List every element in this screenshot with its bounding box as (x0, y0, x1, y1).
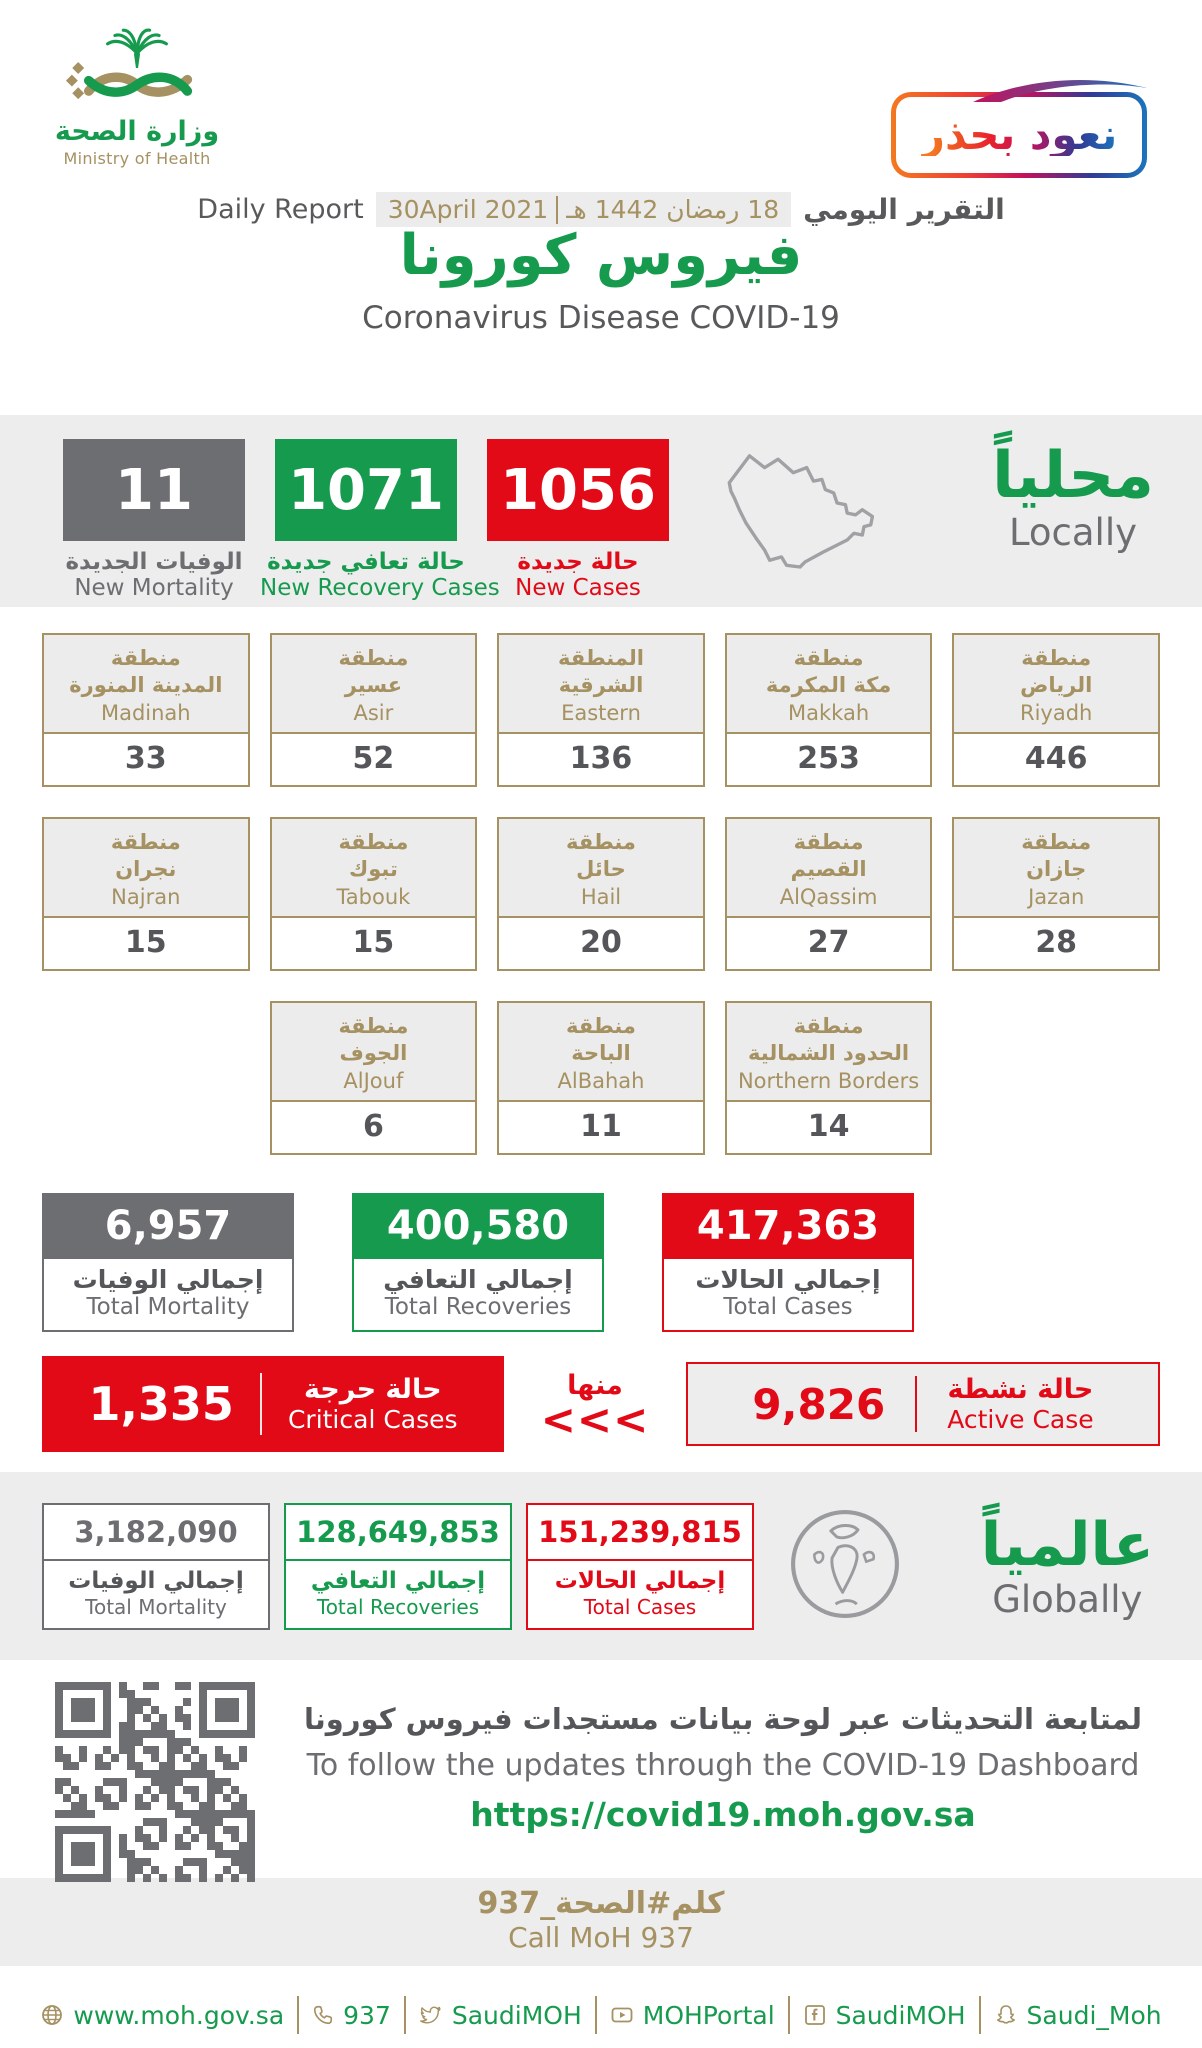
footer-phone-text: 937 (343, 2000, 391, 2030)
footer-social-bar (0, 1966, 1202, 2034)
total-mortality-label-en: Total Mortality (86, 1294, 250, 1320)
region-card-asir (270, 633, 478, 787)
total-mortality-box (42, 1193, 294, 1332)
region-card-eastern (497, 633, 705, 787)
locally-heading (992, 439, 1154, 554)
total-recoveries-box (352, 1193, 604, 1332)
footer-website[interactable] (27, 2001, 297, 2030)
region-card-tabouk (270, 817, 478, 971)
region-name-ar: جازان (1026, 857, 1087, 882)
region-value: 33 (124, 741, 167, 776)
region-name-ar: حائل (576, 857, 626, 882)
new-cases-label-ar: حالة جديدة (517, 549, 639, 575)
youtube-icon (610, 2003, 634, 2027)
region-card-makkah (725, 633, 933, 787)
page-title-english: Coronavirus Disease COVID-19 (362, 300, 840, 336)
globe-icon (786, 1505, 904, 1627)
critical-cases-label-en: Critical Cases (287, 1405, 458, 1434)
chevrons-left-icon: <<< (540, 1394, 650, 1444)
region-prefix: منطقة (1021, 646, 1092, 670)
region-name-en: Riyadh (1020, 700, 1093, 725)
global-cases-label-ar: إجمالي الحالات (554, 1567, 726, 1594)
region-name-ar: القصيم (790, 857, 867, 882)
region-card-northern-borders (725, 1001, 933, 1155)
date-hijri: 18 رمضان 1442 هـ (566, 195, 780, 224)
active-cases-label-ar: حالة نشطة (947, 1374, 1094, 1405)
region-name-en: Madinah (100, 700, 191, 725)
region-prefix: منطقة (338, 830, 409, 854)
region-value: 15 (352, 925, 395, 960)
region-value: 52 (352, 741, 395, 776)
moh-logo-icon (62, 26, 212, 110)
header (0, 0, 1202, 415)
total-recoveries-label-en: Total Recoveries (384, 1294, 572, 1320)
region-value: 11 (580, 1109, 622, 1144)
region-value: 253 (797, 741, 860, 776)
footer-youtube[interactable] (597, 2001, 788, 2030)
region-name-en: Asir (353, 700, 394, 725)
region-value: 14 (807, 1109, 850, 1144)
region-card-aljouf (270, 1001, 478, 1155)
new-recoveries-label-ar: حالة تعافي جديدة (267, 549, 465, 575)
report-date-chip (376, 192, 791, 227)
locally-stats-band (0, 415, 1202, 607)
region-card-albahah (497, 1001, 705, 1155)
total-recoveries-label-ar: إجمالي التعافي (383, 1265, 573, 1294)
globally-heading-en: Globally (992, 1577, 1143, 1621)
total-mortality-label-ar: إجمالي الوفيات (72, 1265, 264, 1294)
locally-heading-ar: محلياً (991, 439, 1154, 513)
region-prefix: منطقة (338, 646, 409, 670)
region-prefix: المنطقة (557, 646, 645, 670)
critical-cases-box (42, 1356, 504, 1452)
region-name-ar: نجران (115, 857, 177, 882)
divider (260, 1373, 262, 1435)
active-cases-value: 9,826 (752, 1379, 886, 1429)
region-name-ar: الرياض (1020, 673, 1093, 698)
new-recoveries-value: 1071 (275, 439, 457, 541)
region-prefix: منطقة (110, 830, 181, 854)
hotline-hashtag-ar: كلم#الصحة_937 (477, 1886, 725, 1921)
region-name-en: Jazan (1028, 884, 1085, 909)
region-name-en: Makkah (788, 700, 870, 725)
global-cases-label-en: Total Cases (583, 1594, 697, 1619)
footer-phone[interactable] (299, 2001, 404, 2030)
dashboard-line-en: To follow the updates through the COVID-19 Dashboard (306, 1748, 1140, 1783)
dashboard-line-ar: لمتابعة التحديثات عبر لوحة بيانات مستجدات فيروس كورونا (304, 1702, 1142, 1736)
global-mortality-box (42, 1503, 270, 1630)
region-name-en: Najran (111, 884, 181, 909)
new-mortality-label-en: New Mortality (74, 575, 234, 601)
region-prefix: منطقة (793, 1014, 864, 1038)
total-recoveries-value: 400,580 (352, 1193, 604, 1259)
region-value: 27 (807, 925, 850, 960)
region-name-ar: تبوك (348, 857, 398, 882)
region-name-ar: عسير (344, 673, 403, 698)
date-separator (556, 196, 558, 224)
badge-text: نعود بحذر (920, 110, 1118, 159)
region-value: 28 (1035, 925, 1078, 960)
region-card-jazan (952, 817, 1160, 971)
region-card-alqassim (725, 817, 933, 971)
region-name-ar: الشرقية (558, 673, 644, 698)
dashboard-section (0, 1660, 1202, 1878)
date-gregorian: 30April 2021 (387, 195, 549, 224)
new-recoveries-stat (260, 439, 500, 601)
total-cases-box (662, 1193, 914, 1332)
daily-report-label-ar: التقرير اليومي (803, 193, 1005, 226)
footer-snapchat[interactable] (981, 2001, 1175, 2030)
snapchat-icon (994, 2003, 1018, 2027)
region-value: 6 (362, 1109, 384, 1144)
dashboard-url-link[interactable]: https://covid19.moh.gov.sa (470, 1795, 976, 1834)
footer-facebook-text: SaudiMOH (835, 2000, 966, 2030)
saudi-arabia-map-icon (692, 439, 972, 603)
region-prefix: منطقة (793, 646, 864, 670)
twitter-icon (419, 2003, 443, 2027)
new-mortality-stat (48, 439, 260, 601)
total-mortality-value: 6,957 (42, 1193, 294, 1259)
total-cases-label-en: Total Cases (723, 1294, 853, 1320)
footer-facebook[interactable] (790, 2001, 979, 2030)
new-recoveries-label-en: New Recovery Cases (260, 575, 500, 601)
local-totals-row (0, 1167, 1202, 1340)
qr-code (55, 1682, 255, 1882)
return-with-caution-badge (891, 92, 1147, 178)
region-prefix: منطقة (793, 830, 864, 854)
regions-section (0, 607, 1202, 1167)
logo-title-english: Ministry of Health (63, 149, 211, 168)
region-value: 20 (580, 925, 622, 960)
total-cases-value: 417,363 (662, 1193, 914, 1259)
global-recoveries-label-en: Total Recoveries (316, 1594, 480, 1619)
region-name-en: AlBahah (557, 1068, 645, 1093)
region-name-en: Northern Borders (737, 1068, 920, 1093)
region-name-en: Tabouk (336, 884, 411, 909)
critical-active-row (0, 1340, 1202, 1458)
hotline-label-en: Call MoH 937 (508, 1921, 694, 1954)
total-cases-label-ar: إجمالي الحالات (695, 1265, 881, 1294)
locally-heading-en: Locally (1008, 511, 1138, 555)
critical-cases-value: 1,335 (88, 1377, 234, 1431)
global-cases-value: 151,239,815 (528, 1505, 752, 1561)
moh-logo (52, 26, 222, 168)
new-mortality-value: 11 (63, 439, 245, 541)
globe-icon (40, 2003, 64, 2027)
global-recoveries-value: 128,649,853 (286, 1505, 510, 1561)
region-name-en: Eastern (561, 700, 641, 725)
region-card-madinah (42, 633, 250, 787)
globally-heading-ar: عالمياً (980, 1509, 1154, 1580)
footer-snapchat-text: Saudi_Moh (1026, 2000, 1162, 2030)
global-mortality-label-en: Total Mortality (85, 1594, 227, 1619)
region-card-riyadh (952, 633, 1160, 787)
critical-cases-label-ar: حالة حرجة (303, 1374, 442, 1405)
page-title-arabic: فيروس كورونا (399, 223, 803, 288)
hotline-band (0, 1878, 1202, 1966)
facebook-icon (803, 2003, 827, 2027)
global-stats-band (0, 1472, 1202, 1660)
badge-swoosh-icon (971, 72, 1151, 108)
region-value: 136 (569, 741, 633, 776)
footer-website-text: www.moh.gov.sa (73, 2000, 285, 2030)
new-cases-stat (472, 439, 684, 601)
globally-heading (980, 1509, 1154, 1621)
new-cases-value: 1056 (487, 439, 669, 541)
region-name-ar: مكة المكرمة (765, 673, 892, 698)
global-recoveries-box (284, 1503, 512, 1630)
region-prefix: منطقة (110, 646, 181, 670)
region-prefix: منطقة (566, 830, 636, 854)
region-value: 15 (124, 925, 167, 960)
footer-twitter[interactable] (406, 2001, 595, 2030)
global-cases-box (526, 1503, 754, 1630)
active-cases-box (686, 1362, 1160, 1446)
region-prefix: منطقة (338, 1014, 409, 1038)
report-line (0, 192, 1202, 227)
region-name-ar: الباحة (571, 1041, 631, 1066)
footer-twitter-text: SaudiMOH (451, 2000, 582, 2030)
global-mortality-label-ar: إجمالي الوفيات (68, 1567, 244, 1594)
region-name-ar: المدينة المنورة (69, 673, 223, 698)
phone-icon (312, 2004, 334, 2026)
daily-report-label-en: Daily Report (197, 194, 364, 225)
region-card-hail (497, 817, 705, 971)
global-mortality-value: 3,182,090 (44, 1505, 268, 1561)
of-which-label-ar: منها (567, 1369, 623, 1401)
region-card-najran (42, 817, 250, 971)
region-name-en: AlJouf (343, 1068, 404, 1093)
divider (915, 1376, 917, 1432)
region-name-ar: الحدود الشمالية (748, 1041, 910, 1066)
region-name-ar: الجوف (339, 1041, 408, 1066)
of-which-indicator (510, 1369, 680, 1444)
global-recoveries-label-ar: إجمالي التعافي (310, 1567, 486, 1594)
new-cases-label-en: New Cases (515, 575, 641, 601)
region-name-en: Hail (580, 884, 622, 909)
region-prefix: منطقة (566, 1014, 636, 1038)
region-prefix: منطقة (1021, 830, 1092, 854)
footer-youtube-text: MOHPortal (642, 2000, 775, 2030)
logo-title-arabic: وزارة الصحة (54, 116, 220, 147)
new-mortality-label-ar: الوفيات الجديدة (65, 549, 243, 575)
region-value: 446 (1024, 741, 1088, 776)
region-name-en: AlQassim (779, 884, 878, 909)
active-cases-label-en: Active Case (947, 1405, 1094, 1434)
